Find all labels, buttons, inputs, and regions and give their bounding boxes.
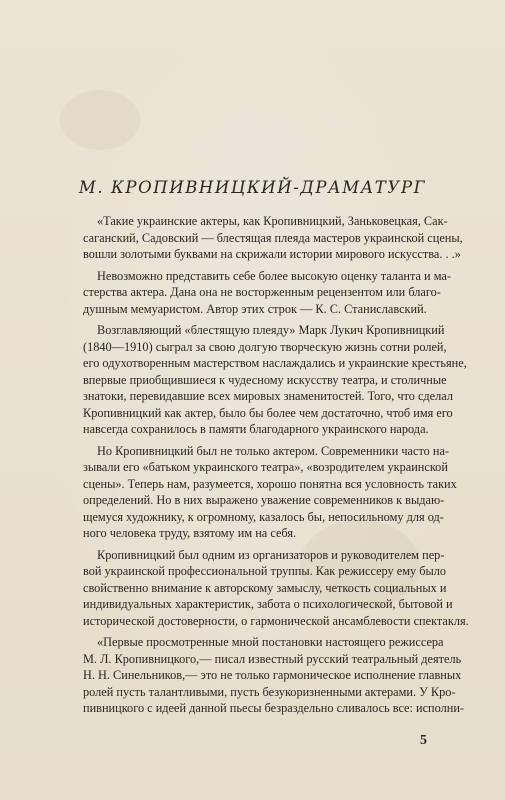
text-line: зывали его «батьком украинского театра», «возродителем украинской — [83, 460, 448, 474]
paragraph — [83, 547, 469, 630]
text-line: впервые приобщившиеся к чудесному искусству театра, и столичные — [83, 372, 447, 387]
text-line: (1840—1910) сыграл за свою долгую творческую жизнь сотни ролей, — [83, 339, 447, 354]
text-line: вой украинской профессиональной труппы. Как режиссеру ему было — [83, 564, 447, 578]
text-line: Но Кропивницкий был не только актером. Современники часто на- — [97, 443, 450, 458]
paragraph — [83, 213, 463, 263]
text-line: душным мемуаристом. Автор этих строк — К. С. Станиславский. — [83, 301, 427, 316]
body-text — [83, 213, 469, 722]
text-line: ролей пусть талантливыми, пусть безукоризненными актерами. У Кро- — [83, 684, 456, 699]
text-line: Н. Н. Синельников,— это не только гармоническое исполнение главных — [83, 668, 462, 682]
text-line: Кропивницкий как актер, было бы более чем достаточно, чтоб имя его — [83, 405, 453, 420]
text-line: Возглавляющий «блестящую плеяду» Марк Лукич Кропивницкий — [97, 323, 445, 337]
text-line: «Такие украинские актеры, как Кропивницкий, Заньковецкая, Сак- — [97, 214, 448, 228]
text-line: знатоки, перевидавшие всех мировых знаменитостей. Того, что сделал — [83, 389, 453, 403]
paragraph — [83, 322, 467, 438]
chapter-title: М. КРОПИВНИЦКИЙ-ДРАМАТУРГ — [78, 178, 427, 197]
text-line: исторической достоверности, о гармонической ансамблевости спектакля. — [83, 613, 469, 628]
text-line: Кропивницкий был одним из организаторов и руководителем пер- — [97, 547, 445, 562]
text-line: определений. Но в них выражено уважение современников к выдаю- — [83, 493, 445, 507]
paper-stain — [60, 90, 140, 150]
text-line: сцены». Теперь нам, разумеется, хорошо понятна вся условность таких — [83, 476, 457, 491]
text-line: щемуся художнику, к огромному, казалось бы, непосильному для од- — [83, 509, 444, 524]
text-line: навсегда сохранилось в памяти благодарного украинского народа. — [83, 422, 429, 436]
text-line: стерства актера. Дана она не восторженным рецензентом или благо- — [83, 285, 441, 299]
text-line: саганский, Садовский — блестящая плеяда мастеров украинской сцены, — [83, 230, 463, 245]
text-line: «Первые просмотренные мной постановки настоящего режиссера — [97, 635, 444, 649]
page-number: 5 — [420, 733, 427, 748]
text-line: вошли золотыми буквами на скрижали истории мирового искусства. . .» — [83, 247, 461, 261]
text-line: Невозможно представить себе более высокую оценку таланта и ма- — [97, 268, 451, 283]
text-line: пивницкого с идеей данной пьесы безраздельно сливалось все: исполни- — [83, 701, 465, 715]
text-line: ного человека труду, взятому им на себя. — [83, 526, 297, 540]
paragraph — [83, 634, 465, 717]
paragraph — [83, 268, 451, 318]
paragraph — [83, 443, 457, 542]
text-line: индивидуальных характеристик, забота о психологической, бытовой и — [83, 597, 453, 611]
text-line: М. Л. Кропивницкого,— писал известный русский театральный деятель — [83, 651, 462, 666]
text-line: его одухотворенным мастерством наслаждались и украинские крестьяне, — [83, 356, 467, 370]
text-line: свойственно внимание к авторскому замыслу, четкость социальных и — [83, 580, 447, 595]
